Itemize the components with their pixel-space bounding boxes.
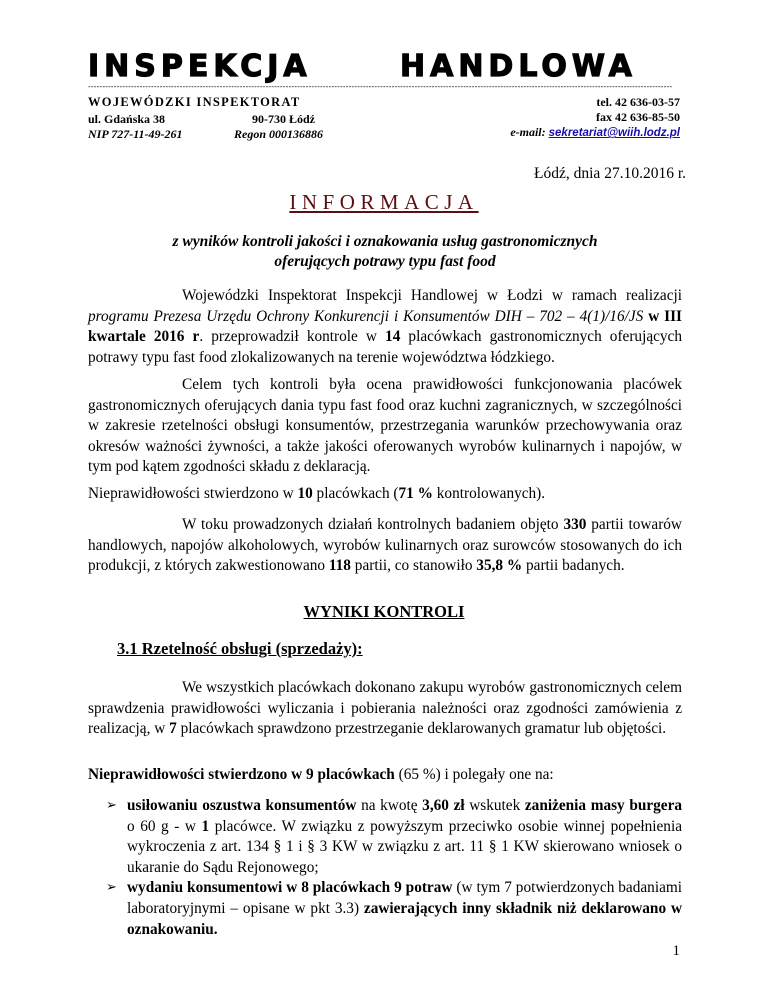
logo-word-handlowa: HANDLOWA: [400, 49, 637, 84]
p5-text-2: placówkach sprawdzono przestrzeganie deklarowanych gramatur lub objętości.: [176, 720, 667, 738]
p1-text-4: placówkach gastronomicznych oferujących potrawy typu fast food zlokalizowanych na terenie województwa łódzkiego.: [88, 328, 682, 366]
street-address: ul. Gdańska 38: [88, 112, 166, 126]
p4-total: 330: [563, 516, 587, 533]
item2-text-1: (w tym 7 potwierdzonych badaniami laboratoryjnymi – opisane w pkt 3.3): [127, 879, 683, 917]
subtitle-line-1: z wyników kontroli jakości i oznakowania usług gastronomicznych: [172, 233, 598, 250]
p4-questioned: 118: [328, 557, 351, 575]
list-item: [106, 796, 682, 878]
p4-text-2: partii towarów handlowych, napojów alkoholowych, wyrobów kulinarnych oraz surowców stosowanych do ich produkcji, z których zakwestionowano: [88, 516, 682, 575]
item1-bold-4: 1: [201, 817, 210, 835]
item1-bold-3: zaniżenia masy burgera: [524, 797, 683, 814]
p3-count: 10: [297, 485, 313, 502]
p4-text-1: W toku prowadzonych działań kontrolnych badaniem objęto: [182, 516, 564, 533]
arrow-bullet-icon: ➢: [106, 798, 117, 813]
item2-bold-1: wydaniu konsumentowi w 8 placówkach 9 potraw: [127, 879, 453, 897]
list-item: [106, 878, 682, 940]
document-subtitle: [88, 232, 682, 272]
email-line: [510, 125, 680, 140]
regon-number: Regon 000136886: [234, 127, 324, 141]
page-number: 1: [672, 943, 680, 959]
irregularities-list: [106, 796, 682, 940]
p1-text-3: . przeprowadził kontrole w: [199, 328, 386, 346]
p6-text-1: (65 %) i polegały one na:: [394, 766, 554, 783]
p1-quarter: w III kwartale 2016 r: [88, 307, 682, 346]
p3-percent: 71 %: [398, 485, 433, 502]
institution-name: WOJEWÓDZKI INSPEKTORAT: [88, 95, 301, 109]
item1-text-2: wskutek: [464, 797, 525, 814]
paragraph-irregularities: [88, 484, 682, 505]
item1-bold-2: 3,60 zł: [422, 797, 465, 814]
paragraph-service-irregularities: [88, 765, 682, 786]
header-divider: ------------------------------------------------------------------------------------------------------------------------------------------------------------------------------------------------------------: [88, 83, 673, 91]
p1-program: programu Prezesa Urzędu Ochrony Konkurencji i Konsumentów DIH – 702 – 4(1)/16/JS: [88, 307, 644, 325]
logo-word-inspekcja: INSPEKCJA: [88, 49, 312, 84]
p1-text-1: Wojewódzki Inspektorat Inspekcji Handlowej w Łodzi w ramach realizacji: [182, 287, 682, 304]
p4-text-4: partii badanych.: [522, 557, 625, 575]
item1-text-4: placówce. W związku z powyższym przeciwko osobie winnej popełnienia wykroczenia z art. 134 § 1 i § 3 KW w związku z art. 11 § 1 KW skierowano wniosek o ukaranie do Sądu Rejonowego;: [127, 817, 682, 876]
section-heading-results: WYNIKI KONTROLI: [303, 602, 465, 621]
subtitle-line-2: oferujących potrawy typu fast food: [274, 253, 496, 270]
p3-text-1: Nieprawidłowości stwierdzono w: [88, 485, 298, 502]
p1-count: 14: [385, 328, 401, 346]
p3-text-2: placówkach (: [312, 485, 399, 502]
p4-percent: 35,8 %: [476, 557, 523, 575]
document-date: Łódź, dnia 27.10.2016 r.: [534, 165, 686, 182]
arrow-bullet-icon: ➢: [106, 880, 117, 896]
item2-bold-2: zawierających inny składnik niż deklarowano w oznakowaniu.: [127, 899, 682, 938]
email-link[interactable]: sekretariat@wiih.lodz.pl: [548, 127, 680, 139]
nip-number: NIP 727-11-49-261: [88, 127, 183, 141]
paragraph-purpose: Celem tych kontroli była ocena prawidłowości funkcjonowania placówek gastronomicznych oferujących dania typu fast food oraz kuchni zagranicznych, w szczególności w zakresie rzetelności obsługi konsumentów, przestrzegania warunków przechowywania oraz okresów ważności żywności, a także jakości oferowanych wyrobów kulinarnych i napojów, w tym pod kątem zgodności składu z deklaracją.: [88, 376, 682, 476]
paragraph-purchases: [88, 678, 682, 740]
p3-text-3: kontrolowanych).: [432, 485, 546, 502]
p5-count: 7: [169, 720, 177, 738]
paragraph-intro: [88, 286, 682, 368]
document-title: INFORMACJA: [289, 190, 479, 214]
email-label: e-mail:: [510, 125, 546, 139]
paragraph-testing: [88, 515, 682, 577]
item1-bold-1: usiłowaniu oszustwa konsumentów: [127, 797, 357, 814]
postal-code-city: 90-730 Łódź: [252, 112, 315, 126]
phone-number: tel. 42 636-03-57: [596, 95, 680, 109]
inspekcja-handlowa-logo: [88, 49, 680, 84]
subsection-heading-service: 3.1 Rzetelność obsługi (sprzedaży):: [117, 639, 363, 658]
fax-number: fax 42 636-85-50: [596, 110, 680, 124]
p5-text-1: We wszystkich placówkach dokonano zakupu wyrobów gastronomicznych celem sprawdzenia prawidłowości wyliczania i pobierania należności oraz zgodności zamówienia z realizacją, w: [88, 679, 682, 738]
item1-text-3: o 60 g - w: [127, 817, 202, 835]
p6-bold: Nieprawidłowości stwierdzono w 9 placówkach: [88, 766, 395, 783]
item1-text-1: na kwotę: [356, 797, 423, 814]
p4-text-3: partii, co stanowiło: [350, 557, 477, 575]
